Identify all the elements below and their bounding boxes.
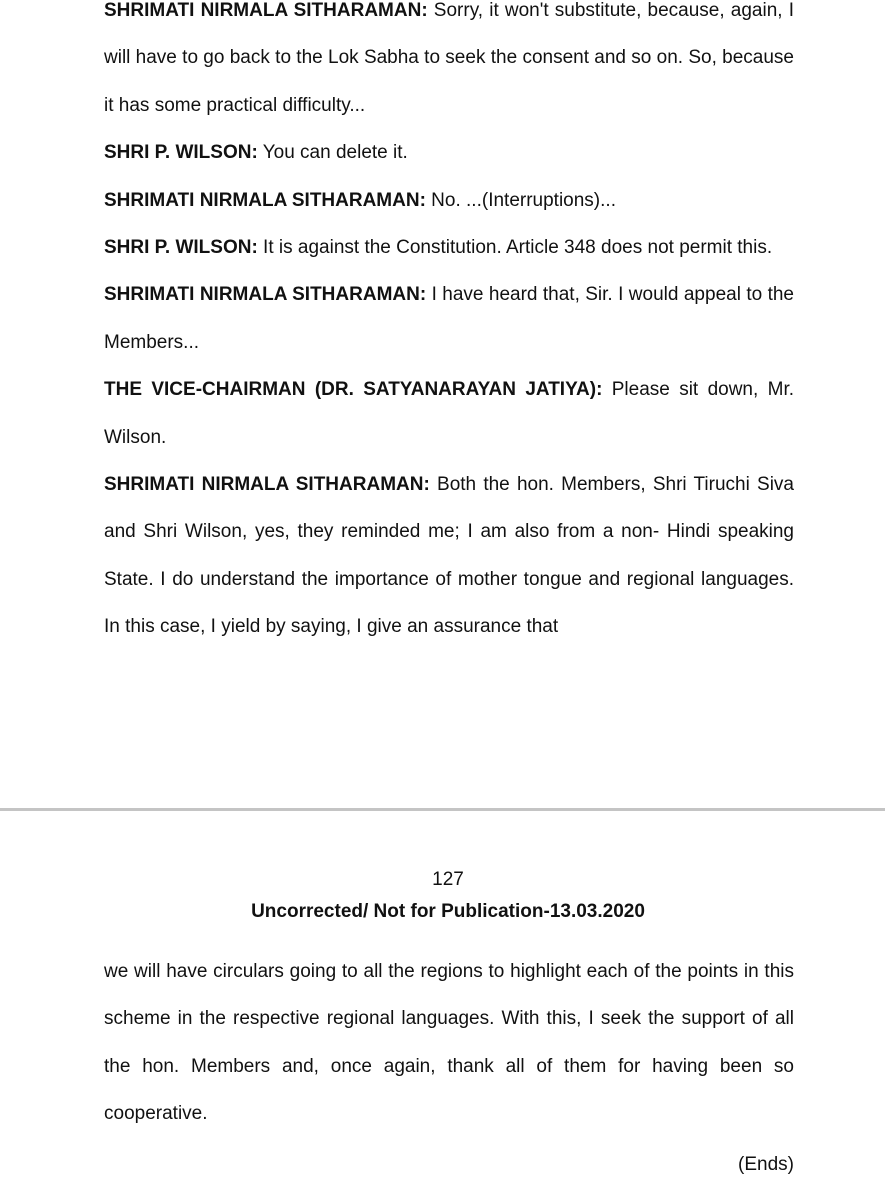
speech-paragraph	[104, 129, 794, 176]
speech-paragraph	[104, 224, 794, 271]
ends-marker: (Ends)	[738, 1154, 794, 1175]
page-divider	[0, 808, 885, 811]
speech-text: Please sit down, Mr. Wilson.	[104, 379, 795, 448]
speech-text: I have heard that, Sir. I would appeal to the Members...	[104, 284, 794, 353]
speaker-name: SHRI P. WILSON:	[104, 237, 258, 259]
speech-text: You can delete it.	[257, 142, 408, 164]
speech-paragraph	[104, 461, 794, 651]
speech-paragraph	[104, 0, 794, 129]
speech-paragraph	[104, 177, 794, 224]
speech-text: No. ...(Interruptions)...	[425, 189, 616, 211]
publication-note: Uncorrected/ Not for Publication-13.03.2020	[251, 901, 645, 922]
speaker-name: SHRIMATI NIRMALA SITHARAMAN:	[104, 474, 430, 496]
speaker-name: SHRIMATI NIRMALA SITHARAMAN:	[104, 189, 426, 211]
speech-paragraph	[104, 366, 794, 461]
page-number: 127	[432, 869, 464, 890]
speech-text: Sorry, it won't substitute, because, again, I will have to go back to the Lok Sabha to seek the consent and so on. So, because it has some practical difficulty...	[104, 0, 794, 116]
transcript-top-block	[104, 0, 794, 651]
speaker-name: SHRI P. WILSON:	[104, 142, 258, 164]
transcript-bottom-block	[104, 948, 794, 1138]
continuation-paragraph: we will have circulars going to all the regions to highlight each of the points in this scheme in the respective regional languages. With this, I seek the support of all the hon. Members and, once again, thank all of them for having been so cooperative.	[104, 961, 794, 1125]
speech-text: It is against the Constitution. Article 348 does not permit this.	[257, 237, 773, 259]
speaker-name: THE VICE-CHAIRMAN (DR. SATYANARAYAN JATIYA):	[104, 379, 603, 401]
speaker-name: SHRIMATI NIRMALA SITHARAMAN:	[104, 284, 427, 306]
speech-text: Both the hon. Members, Shri Tiruchi Siva and Shri Wilson, yes, they reminded me; I am also from a non- Hindi speaking State. I do understand the importance of mother tongue and regional languages. In this case, I yield by saying, I give an assurance that	[104, 474, 794, 638]
speaker-name: SHRIMATI NIRMALA SITHARAMAN:	[104, 0, 428, 21]
speech-paragraph	[104, 271, 794, 366]
